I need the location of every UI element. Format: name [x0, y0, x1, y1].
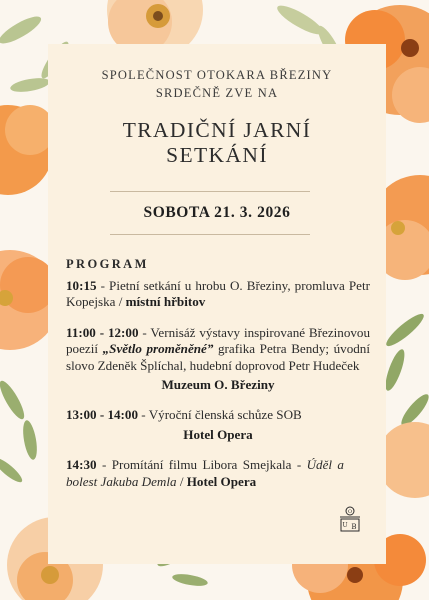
item-text: Výroční členská schůze SOB: [148, 407, 302, 423]
item-text-after: grafika Petra Bendy; úvodní slovo Zdeněk Šplíchal, hudební doprovod Petr Hudeček: [66, 341, 370, 373]
program-item-4: [66, 457, 370, 490]
title-line-2: SETKÁNÍ: [166, 143, 268, 167]
item-text: Promítání filmu Libora Smejkala -: [111, 457, 307, 473]
item-slash: /: [176, 473, 187, 489]
item-time: 11:00 - 12:00: [66, 324, 139, 340]
event-title: [48, 118, 386, 168]
invitation-card: [48, 44, 386, 564]
org-line-1: SPOLEČNOST OTOKARA BŘEZINY: [101, 68, 333, 82]
item-exhibition-title: „Světlo proměněné”: [102, 341, 214, 357]
title-line-1: TRADIČNÍ JARNÍ: [122, 118, 312, 142]
item-time: 14:30: [66, 457, 97, 473]
leaf-sprig-right-icon: [382, 310, 429, 429]
logo-letter-bottom: B: [351, 523, 357, 531]
item-sep: -: [138, 324, 151, 340]
leaf-sprig-left-lower-icon: [0, 378, 39, 485]
item-place: Muzeum O. Březiny: [161, 377, 275, 393]
sob-logo-icon: [338, 506, 362, 534]
item-film-title: Úděl a bolest Jakuba Demla: [66, 457, 344, 489]
program-item-2: [66, 325, 370, 394]
item-time: 13:00 - 14:00: [66, 407, 139, 423]
organization-header: [48, 66, 386, 102]
program-item-3: [66, 407, 370, 443]
event-date: SOBOTA 21. 3. 2026: [143, 204, 291, 221]
item-place: Hotel Opera: [186, 473, 257, 489]
program-heading: PROGRAM: [66, 257, 149, 271]
item-text: Pietní setkání u hrobu O. Březiny, promluva Petr Kopejska /: [66, 278, 370, 310]
item-text: Vernisáž výstavy inspirované Březinovou poezií: [66, 324, 371, 357]
item-sep: -: [138, 407, 149, 423]
item-time: 10:15: [66, 278, 97, 293]
logo-letter-left: U: [342, 522, 348, 529]
item-place: místní hřbitov: [125, 294, 206, 310]
flower-left-upper-icon: [0, 105, 55, 195]
item-sep: -: [96, 278, 110, 293]
org-line-2: SRDEČNĚ ZVE NA: [155, 86, 279, 100]
program-list: [66, 278, 370, 504]
program-item-1: [66, 278, 370, 311]
logo-letter-top: O: [347, 509, 353, 515]
divider-top: [110, 191, 310, 192]
item-place: Hotel Opera: [183, 426, 253, 442]
item-sep: -: [96, 457, 112, 473]
divider-bottom: [110, 234, 310, 235]
